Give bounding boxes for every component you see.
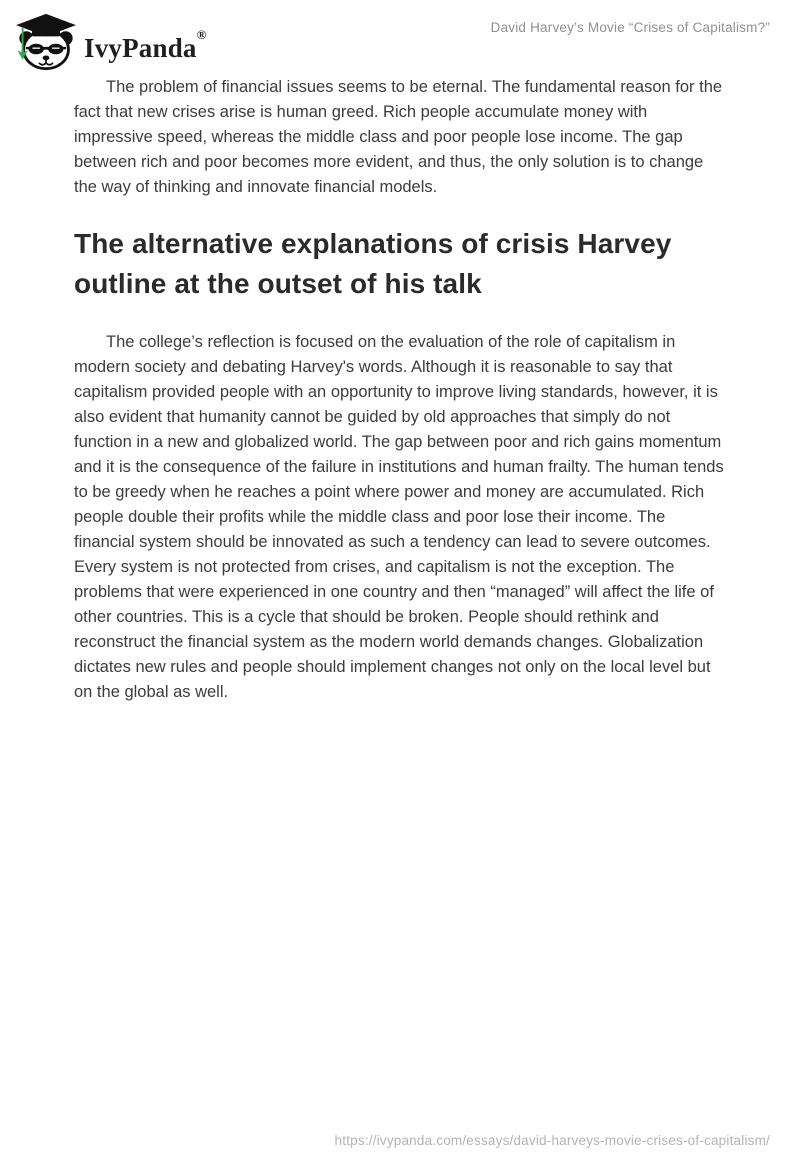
document-title-header: David Harvey’s Movie “Crises of Capitalism?” — [490, 20, 770, 35]
panda-graduation-cap-icon — [14, 13, 78, 71]
registered-trademark-symbol: ® — [196, 27, 207, 42]
brand-name: IvyPanda® — [84, 27, 207, 63]
essay-paragraph-1: The problem of financial issues seems to be eternal. The fundamental reason for the fact that new crises arise is human greed. Rich people accumulate money with impressive speed, whereas the middle class and poor people lose income. The gap between rich and poor becomes more evident, and thus, the only solution is to change the way of thinking and innovate financial models. — [74, 78, 723, 196]
page-header — [0, 0, 800, 66]
essay-content — [0, 75, 800, 705]
essay-paragraph-2: The college’s reflection is focused on the evaluation of the role of capitalism in modern society and debating Harvey's words. Although it is reasonable to say that capitalism provided people with an opportunity to improve living standards, however, it is also evident that humanity cannot be guided by old approaches that simply do not function in a new and globalized world. The gap between poor and rich gains momentum and it is the consequence of the failure in institutions and human frailty. The human tends to be greedy when he reaches a point where power and money are accumulated. Rich people double their profits while the middle class and poor lose their income. The financial system should be innovated as such a tendency can lead to severe outcomes. Every system is not protected from crises, and capitalism is not the exception. The problems that were experienced in one country and then “managed” will affect the life of other countries. This is a cycle that should be broken. People should rethink and reconstruct the financial system as the modern world demands changes. Globalization dictates new rules and people should implement changes not only on the local level but on the global as well. — [74, 333, 724, 701]
section-heading: The alternative explanations of crisis Harvey outline at the outset of his talk — [74, 228, 672, 299]
source-url: https://ivypanda.com/essays/david-harveys-movie-crises-of-capitalism/ — [334, 1133, 770, 1148]
ivypanda-logo — [14, 6, 207, 77]
